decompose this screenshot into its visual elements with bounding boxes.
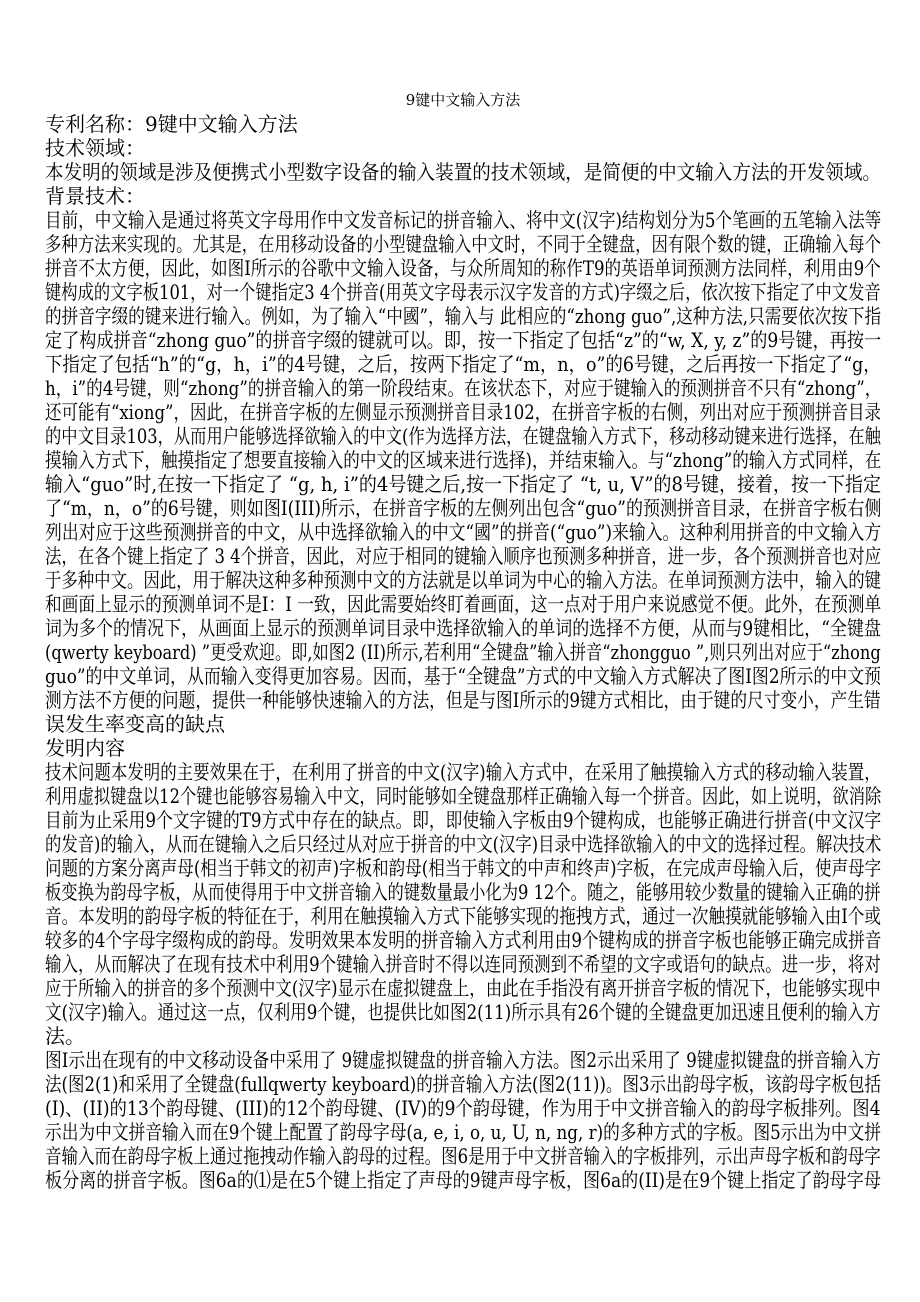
text-line: 音。本发明的韵母字板的特征在于，利用在触摸输入方式下能够实现的拖拽方式，通过一次触摸就能够输入由I个或 bbox=[45, 904, 881, 928]
text-line: (I)、(II)的13个韵母键、(III)的12个韵母键、(IV)的9个韵母键，作为用于中文拼音输入的韵母字板排列。图4 bbox=[45, 1096, 881, 1120]
text-line: 本发明的领域是涉及便携式小型数字设备的输入装置的技术领域，是简便的中文输入方法的开发领域。 bbox=[45, 160, 881, 184]
text-line: 的中文目录103，从而用户能够选择欲输入的中文(作为选择方法，在键盘输入方式下，移动移动键来进行选择，在触 bbox=[45, 424, 881, 448]
text-line: 还可能有“xiong”，因此，在拼音字板的左侧显示预测拼音目录102，在拼音字板的右侧，列出对应于预测拼音目录 bbox=[45, 400, 882, 424]
document-body bbox=[45, 112, 881, 1192]
text-line: 利用虚拟键盘以12个键也能够容易输入中文，同时能够如全键盘那样正确输入每一个拼音。因此，如上说明，欲消除 bbox=[45, 784, 882, 808]
section-heading: 背景技术： bbox=[45, 184, 145, 208]
text-line: 较多的4个字母字缀构成的韵母。发明效果本发明的拼音输入方式利用由9个键构成的拼音字板也能够正确完成拼音 bbox=[45, 928, 882, 952]
text-line: 音输入而在韵母字板上通过拖拽动作输入韵母的过程。图6是用于中文拼音输入的字板排列，示出声母字板和韵母字 bbox=[45, 1144, 881, 1168]
text-line: 和画面上显示的预测单词不是I：I 一致，因此需要始终盯着画面，这一点对于用户来说感觉不便。此外，在预测单 bbox=[45, 592, 882, 616]
text-line: 技术问题本发明的主要效果在于，在利用了拼音的中文(汉字)输入方式中，在采用了触摸输入方式的移动输入装置， bbox=[45, 760, 881, 784]
text-line: 下指定了包括“h”的“g，h，i”的4号键，之后，按两下指定了“m，n，o”的6号键，之后再按一下指定了“g， bbox=[45, 352, 881, 376]
text-line: 测方法不方便的问题，提供一种能够快速输入的方法，但是与图I所示的9键方式相比，由于键的尺寸变小，产生错 bbox=[45, 688, 881, 712]
text-line: 定了构成拼音“zhong guo”的拼音字缀的键就可以。即，按一下指定了包括“z”的“w, X, y, z”的9号键，再按一 bbox=[45, 328, 882, 352]
document-title: 9键中文输入方法 bbox=[405, 91, 521, 109]
text-line: 的发音)的输入，从而在键输入之后只经过从对应于拼音的中文(汉字)目录中选择欲输入的中文的选择过程。解决技术 bbox=[45, 832, 882, 856]
text-line: 的拼音字缀的键来进行输入。例如，为了输入“中國”，输入与 此相应的“zhong guo”,这种方法,只需要依次按下指 bbox=[45, 304, 882, 328]
text-line: 于多种中文。因此，用于解决这种多种预测中文的方法就是以单词为中心的输入方法。在单词预测方法中，输入的键 bbox=[45, 568, 881, 592]
text-line: 目前，中文输入是通过将英文字母用作中文发音标记的拼音输入、将中文(汉字)结构划分为5个笔画的五笔输入法等 bbox=[45, 208, 882, 232]
text-line: 示出为中文拼音输入而在9个键上配置了韵母字母(a, e, i, o, u, U, n, ng, r)的多种方式的字板。图5示出为中文拼 bbox=[45, 1120, 881, 1144]
text-line: 输入“guo”时,在按一下指定了 “g, h, i”的4号键之后,按一下指定了 “t, u, V”的8号键，接着，按一下指定 bbox=[45, 472, 881, 496]
text-line: 法，在各个键上指定了 3 4个拼音，因此，对应于相同的键输入顺序也预测多种拼音，进一步，各个预测拼音也对应 bbox=[45, 544, 882, 568]
text-line: 词为多个的情况下，从画面上显示的预测单词目录中选择欲输入的单词的选择不方便，从而与9键相比，“全键盘 bbox=[45, 616, 881, 640]
text-line: 文(汉字)输入。通过这一点，仅利用9个键，也提供比如图2(11)所示具有26个键的全键盘更加迅速且便利的输入方 bbox=[45, 1000, 881, 1024]
text-line: 多种方法来实现的。尤其是，在用移动设备的小型键盘输入中文时，不同于全键盘，因有限个数的键，正确输入每个 bbox=[45, 232, 881, 256]
text-line: 摸输入方式下，触摸指定了想要直接输入的中文的区域来进行选择)，并结束输入。与“zhong”的输入方式同样，在 bbox=[45, 448, 882, 472]
text-line: 目前为止采用9个文字键的T9方式中存在的缺点。即，即使输入字板由9个键构成，也能够正确进行拼音(中文汉字 bbox=[45, 808, 882, 832]
text-line: (qwerty keyboard) ”更受欢迎。即,如图2 (II)所示,若利用“全键盘”输入拼音“zhongguo ”,则只列出对应于“zhong bbox=[45, 640, 881, 664]
document-page bbox=[45, 88, 881, 1192]
text-line: 板分离的拼音字板。图6a的⑴是在5个键上指定了声母的9键声母字板，图6a的(II)是在9个键上指定了韵母字母 bbox=[45, 1168, 881, 1192]
text-line: 板变换为韵母字板，从而使得用于中文拼音输入的键数量最小化为9 12个。随之，能够用较少数量的键输入正确的拼 bbox=[45, 880, 881, 904]
text-line: 法。 bbox=[45, 1024, 85, 1048]
text-line: 拼音不太方便，因此，如图I所示的谷歌中文输入设备，与众所周知的称作T9的英语单词预测方法同样，利用由9个 bbox=[45, 256, 881, 280]
text-line: h，i”的4号键，则“zhong”的拼音输入的第一阶段结束。在该状态下，对应于键输入的预测拼音不只有“zhong”， bbox=[45, 376, 882, 400]
text-line: 法(图2(1)和采用了全键盘(fullqwerty keyboard)的拼音输入方法(图2(11))。图3示出韵母字板，该韵母字板包括 bbox=[45, 1072, 882, 1096]
patent-name: 专利名称：9键中文输入方法 bbox=[45, 112, 298, 136]
section-heading: 发明内容 bbox=[45, 736, 125, 760]
text-line: 问题的方案分离声母(相当于韩文的初声)字板和韵母(相当于韩文的中声和终声)字板，在完成声母输入后，使声母字 bbox=[45, 856, 882, 880]
text-line: 输入，从而解决了在现有技术中利用9个键输入拼音时不得以连同预测到不希望的文字或语句的缺点。进一步，将对 bbox=[45, 952, 881, 976]
text-line: 应于所输入的拼音的多个预测中文(汉字)显示在虚拟键盘上，由此在手指没有离开拼音字板的情况下，也能够实现中 bbox=[45, 976, 881, 1000]
text-line: 了“m，n，o”的6号键，则如图I(III)所示，在拼音字板的左侧列出包含“guo”的预测拼音目录，在拼音字板右侧 bbox=[45, 496, 882, 520]
text-line: 误发生率变高的缺点 bbox=[45, 712, 225, 736]
text-line: 列出对应于这些预测拼音的中文，从中选择欲输入的中文“國”的拼音(“guo”)来输入。这种利用拼音的中文输入方 bbox=[45, 520, 882, 544]
section-heading: 技术领域： bbox=[45, 136, 145, 160]
text-line: 键构成的文字板101，对一个键指定3 4个拼音(用英文字母表示汉字发音的方式)字缀之后，依次按下指定了中文发音 bbox=[45, 280, 881, 304]
text-line: 图I示出在现有的中文移动设备中采用了 9键虚拟键盘的拼音输入方法。图2示出采用了 9键虚拟键盘的拼音输入方 bbox=[45, 1048, 881, 1072]
text-line: guo”的中文单词，从而输入变得更加容易。因而，基于“全键盘”方式的中文输入方式解决了图I图2所示的中文预 bbox=[45, 664, 882, 688]
